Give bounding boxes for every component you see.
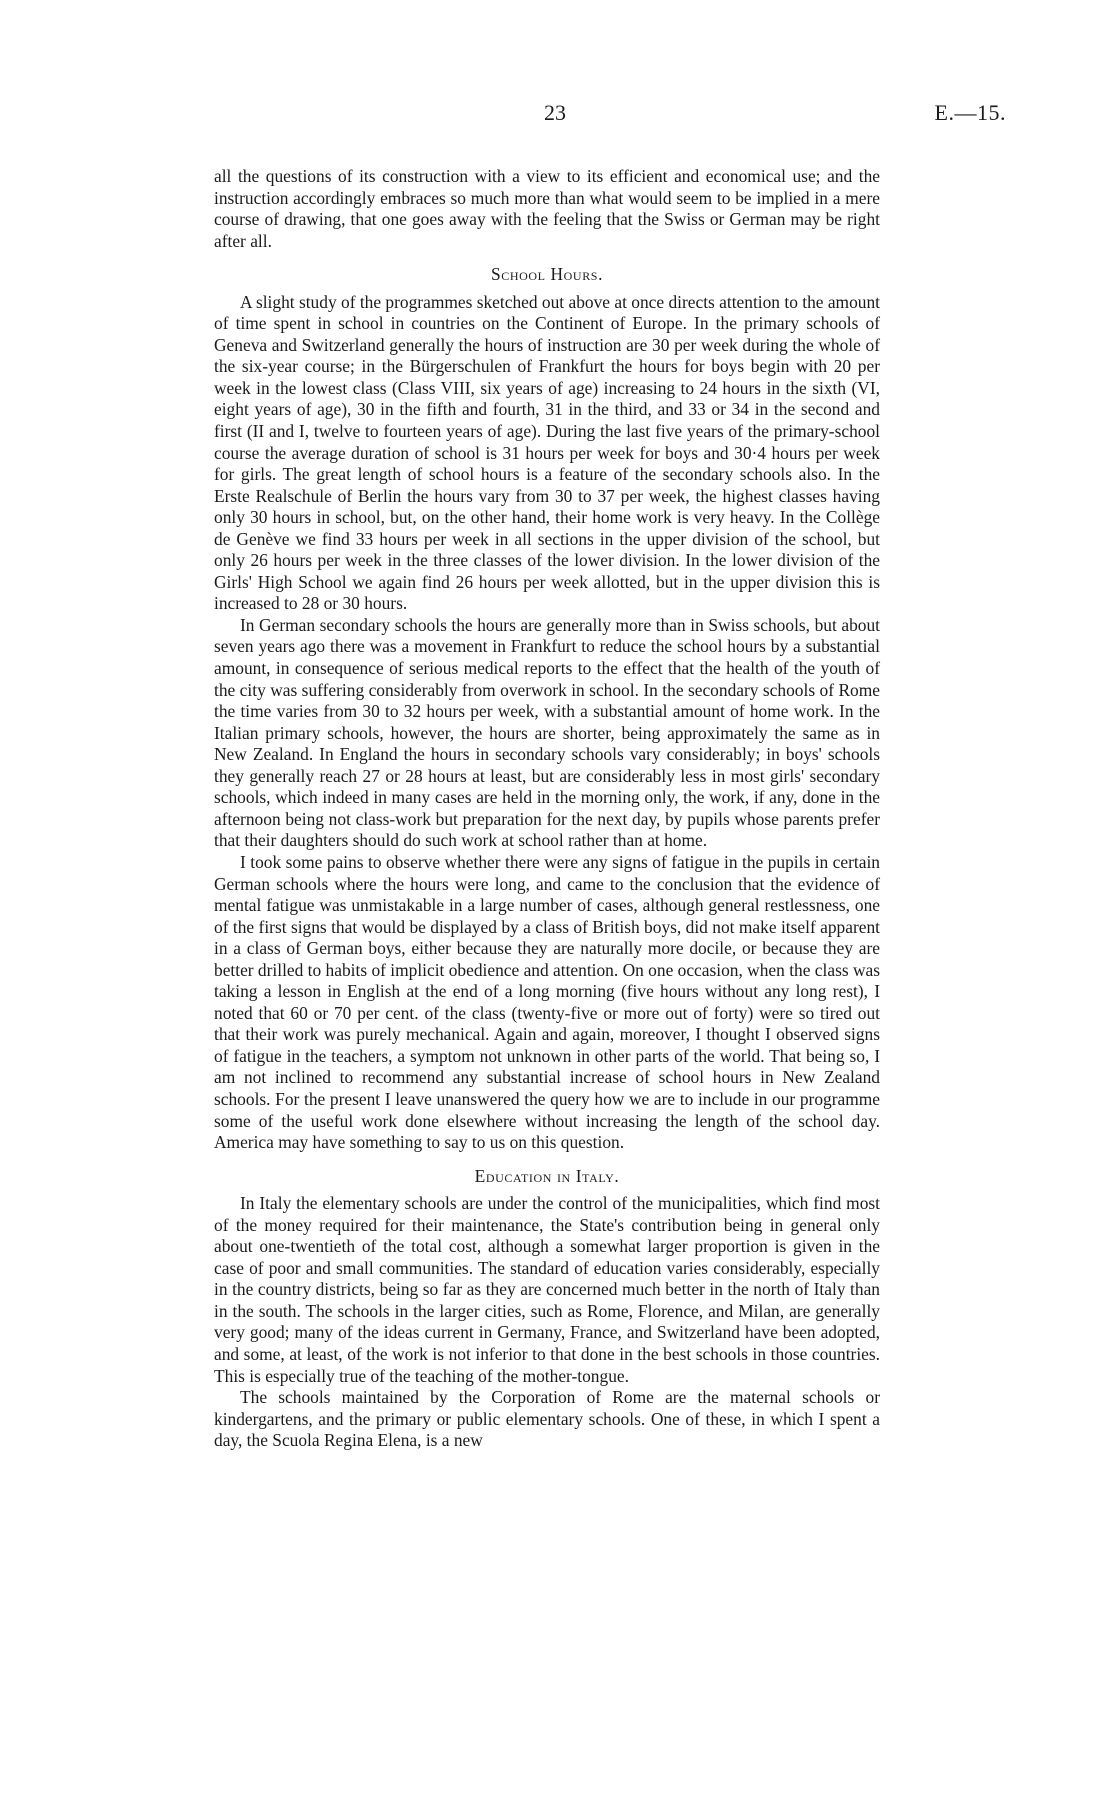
paragraph: The schools maintained by the Corporation of Rome are the maternal schools or kindergartens, and the primary or public elementary schools. One of these, in which I spent a day, the Scuola Regina Elena, is a new [214, 1387, 880, 1451]
document-reference: E.—15. [934, 100, 1006, 125]
paragraph: A slight study of the programmes sketched out above at once directs attention to the amount of time spent in school in countries on the Continent of Europe. In the primary schools of Geneva and Switzerland generally the hours of instruction are 30 per week during the whole of the six-year course; in the Bürgerschulen of Frankfurt the hours for boys begin with 20 per week in the lowest class (Class VIII, six years of age) increasing to 24 hours in the sixth (VI, eight years of age), 30 in the fifth and fourth, 31 in the third, and 33 or 34 in the second and first (II and I, twelve to fourteen years of age). During the last five years of the primary-school course the average duration of school is 31 hours per week for boys and 30·4 hours per week for girls. The great length of school hours is a feature of the secondary schools also. In the Erste Realschule of Berlin the hours vary from 30 to 37 per week, the highest classes having only 30 hours in school, but, on the other hand, their home work is very heavy. In the Collège de Genève we find 33 hours per week in all sections in the upper division of the school, but only 26 hours per week in the three classes of the lower division. In the lower division of the Girls' High School we again find 26 hours per week allotted, but in the upper division this is increased to 28 or 30 hours. [214, 291, 880, 614]
paragraph: I took some pains to observe whether there were any signs of fatigue in the pupils in certain German schools where the hours were long, and came to the conclusion that the evidence of mental fatigue was unmistakable in a large number of cases, although general restlessness, one of the first signs that would be displayed by a class of British boys, did not make itself apparent in a class of German boys, either because they are naturally more docile, or because they are better drilled to habits of implicit obedience and attention. On one occasion, when the class was taking a lesson in English at the end of a long morning (five hours without any long rest), I noted that 60 or 70 per cent. of the class (twenty-five or more out of forty) were so tired out that their work was purely mechanical. Again and again, moreover, I thought I observed signs of fatigue in the teachers, a symptom not unknown in other parts of the world. That being so, I am not inclined to recommend any substantial increase of school hours in New Zealand schools. For the present I leave unanswered the query how we are to include in our programme some of the useful work done elsewhere without increasing the length of the school day. America may have something to say to us on this question. [214, 851, 880, 1153]
paragraph: In German secondary schools the hours are generally more than in Swiss schools, but about seven years ago there was a movement in Frankfurt to reduce the school hours by a substantial amount, in consequence of serious medical reports to the effect that the health of the youth of the city was suffering considerably from overwork in school. In the secondary schools of Rome the time varies from 30 to 32 hours per week, with a substantial amount of home work. In the Italian primary schools, however, the hours are shorter, being approximately the same as in New Zealand. In England the hours in secondary schools vary considerably; in boys' schools they generally reach 27 or 28 hours at least, but are considerably less in most girls' secondary schools, which indeed in many cases are held in the morning only, the work, if any, done in the afternoon being not class-work but preparation for the next day, by pupils whose parents prefer that their daughters should do such work at school rather than at home. [214, 614, 880, 851]
paragraph: In Italy the elementary schools are under the control of the municipalities, which find most of the money required for their maintenance, the State's contribution being in general only about one-twentieth of the total cost, although a somewhat larger proportion is given in the case of poor and small communities. The standard of education varies considerably, especially in the country districts, being so far as they are concerned much better in the north of Italy than in the south. The schools in the larger cities, such as Rome, Florence, and Milan, are generally very good; many of the ideas current in Germany, France, and Switzerland have been adopted, and some, at least, of the work is not inferior to that done in the best schools in those countries. This is especially true of the teaching of the mother-tongue. [214, 1193, 880, 1386]
section-heading-education-in-italy: Education in Italy. [474, 1165, 620, 1186]
section-heading-school-hours: School Hours. [490, 264, 604, 285]
page-number: 23 [544, 100, 566, 125]
page-body [214, 166, 880, 1452]
continued-paragraph: all the questions of its construction with a view to its efficient and economical use; and the instruction accordingly embraces so much more than what would seem to be implied in a mere course of drawing, that one goes away with the feeling that the Swiss or German may be right after all. [214, 166, 880, 251]
